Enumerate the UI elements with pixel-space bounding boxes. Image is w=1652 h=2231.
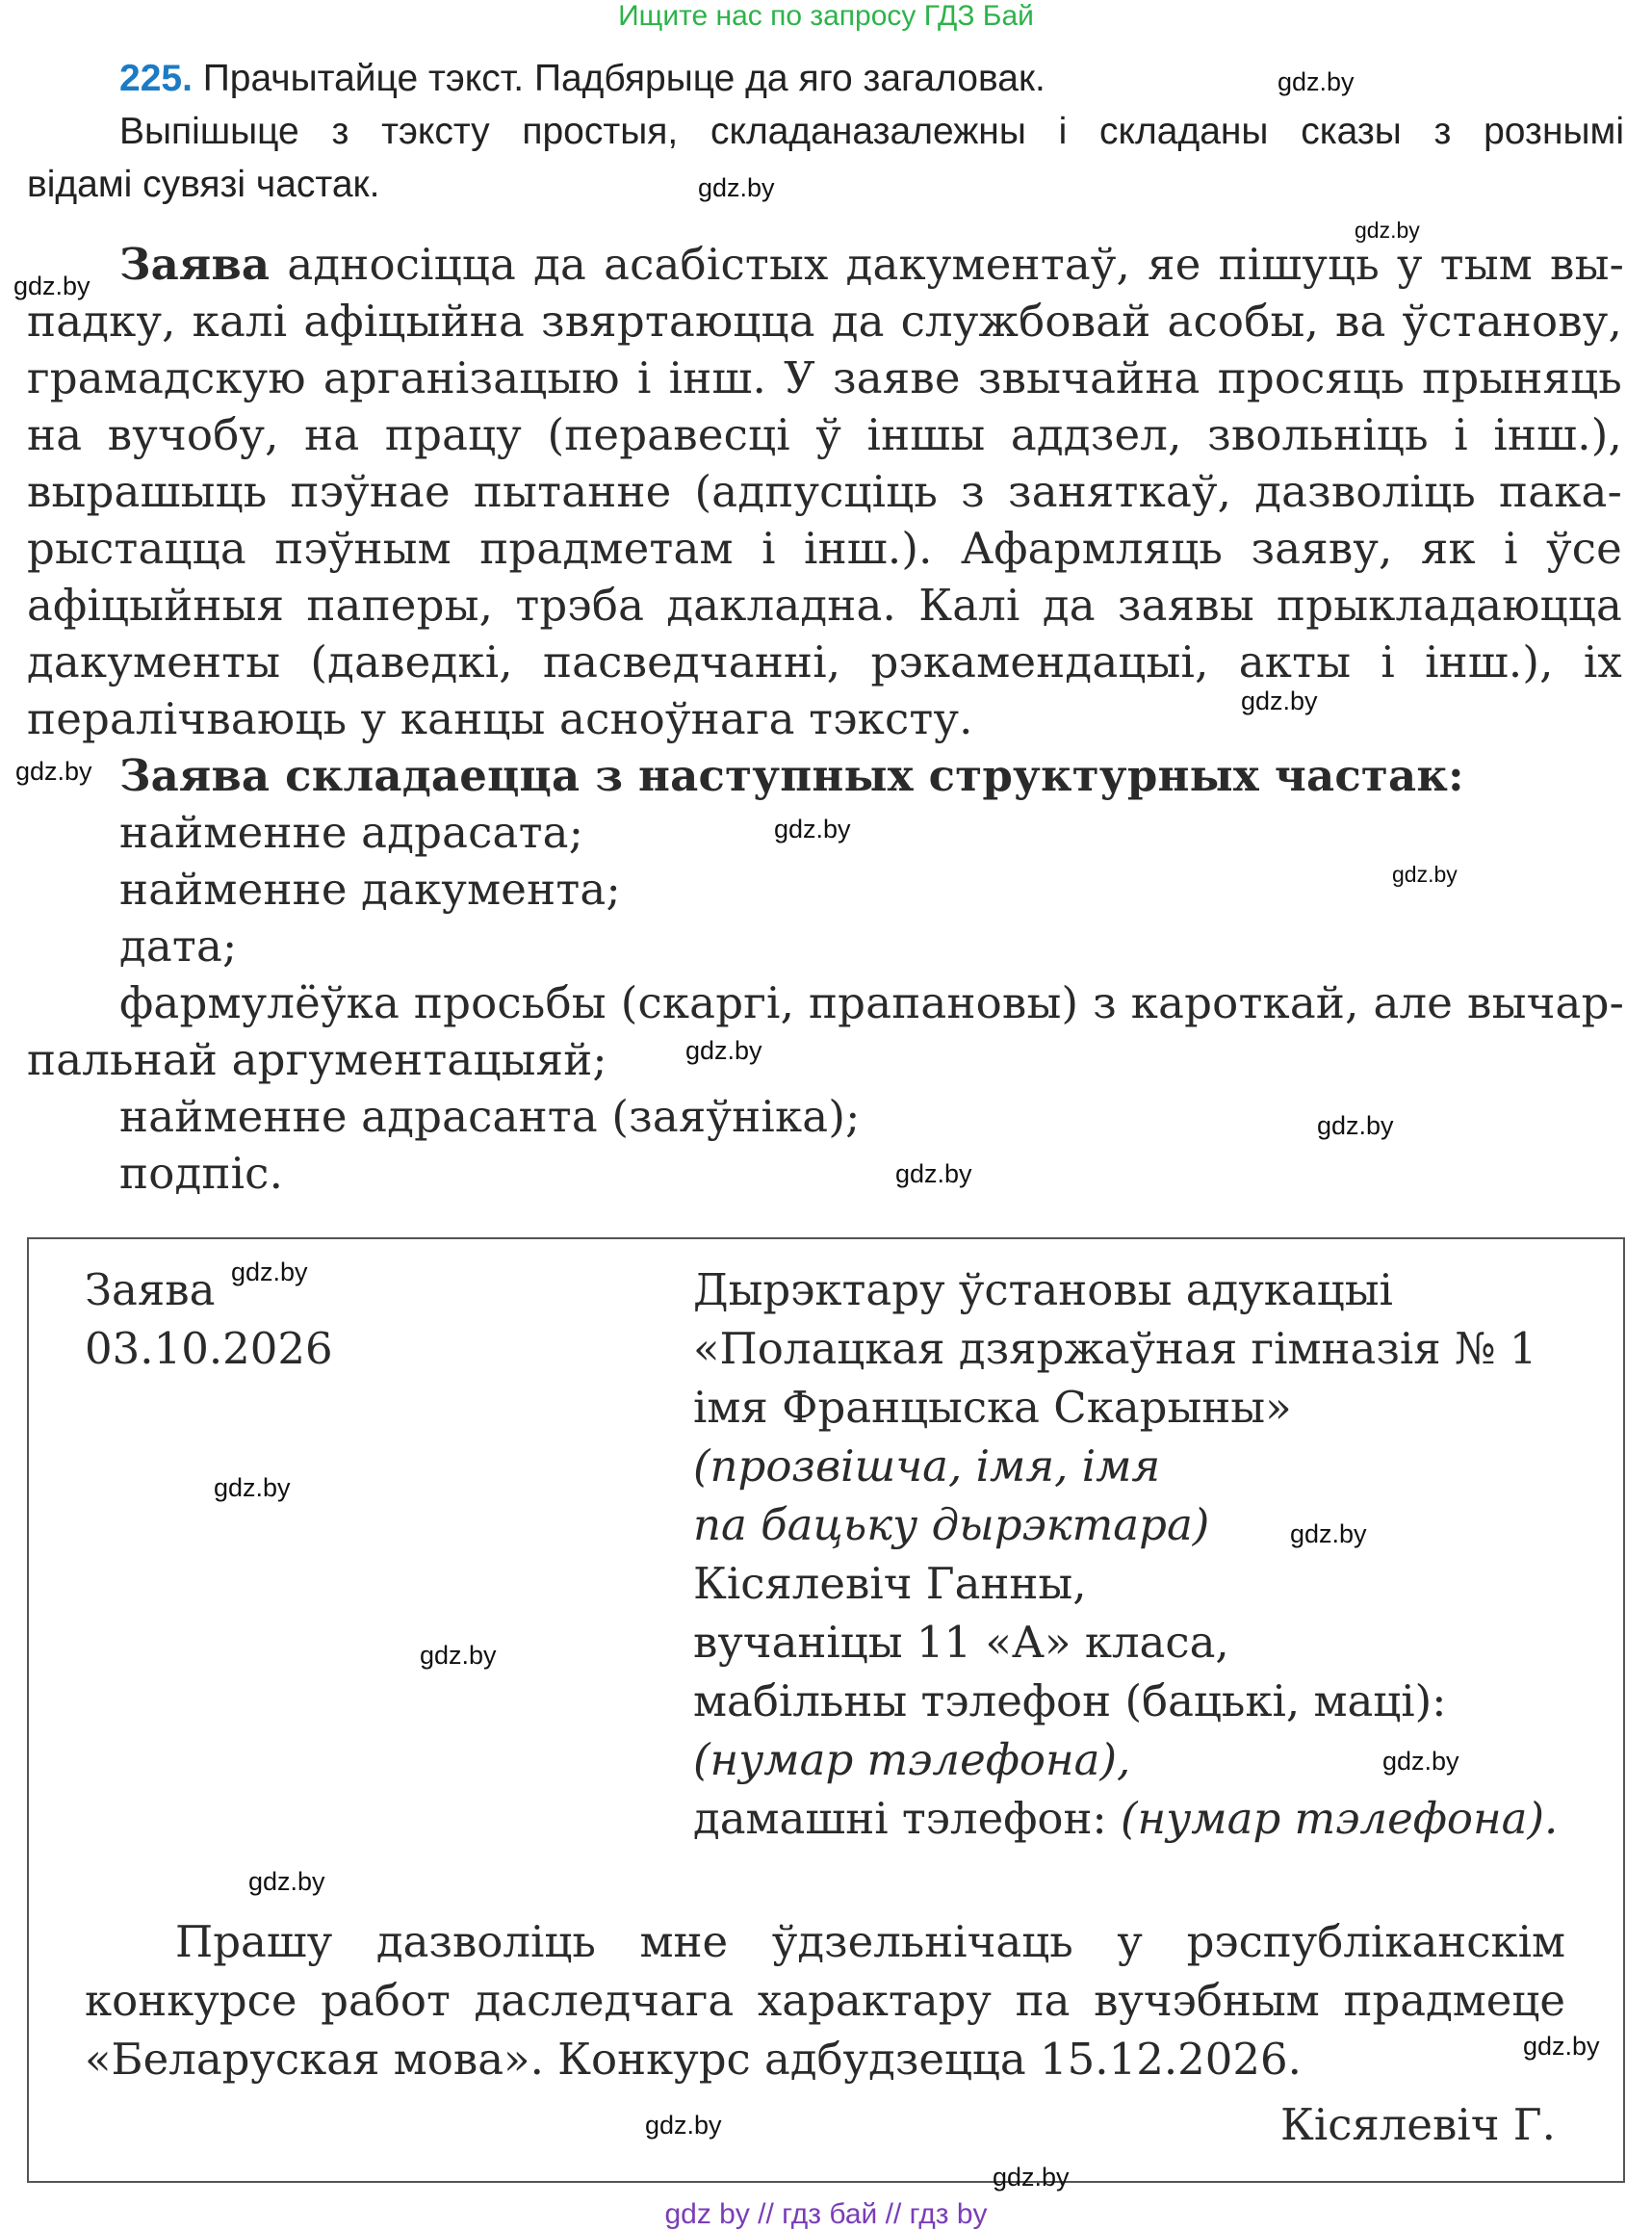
form-addressee-hint: па бацьку дырэктара) (693, 1499, 1210, 1550)
form-home-phone-label: дамашні тэлефон: (693, 1793, 1107, 1844)
task-instruction-1 (119, 58, 1045, 100)
form-sender-line (693, 1793, 1558, 1844)
watermark: gdz.by (1290, 1519, 1367, 1548)
paragraph-line-4: на вучобу, на працу (перавесці ў іншы аддзел, звольніць і інш.), (27, 409, 1622, 460)
watermark: gdz.by (1241, 687, 1318, 715)
form-body-line: конкурсе работ даследчага характару па вучэбным прадмеце (85, 1975, 1565, 2026)
form-doc-name: Заява (85, 1264, 216, 1315)
list-item: найменне дакумента; (119, 864, 621, 915)
term-zayava: Заява (119, 239, 271, 290)
list-item: найменне адрасата; (119, 807, 584, 858)
task-number: 225. (119, 58, 193, 99)
watermark: gdz.by (420, 1641, 497, 1670)
top-banner: Ищите нас по запросу ГДЗ Бай (618, 0, 1034, 32)
form-sender-line: мабільны тэлефон (бацькі, маці): (693, 1675, 1447, 1726)
form-addressee-line: імя Францыска Скарыны» (693, 1382, 1292, 1433)
watermark: gdz.by (231, 1258, 308, 1286)
form-addressee-line: «Полацкая дзяржаўная гімназія № 1 (693, 1323, 1537, 1374)
paragraph-line-5: вырашыць пэўнае пытанне (адпусціць з заняткаў, дазволіць пака- (27, 466, 1622, 517)
watermark: gdz.by (13, 272, 90, 300)
paragraph-line-1-text: адносіцца да асабістых дакументаў, яе пішуць у тым вы- (287, 239, 1624, 290)
list-item-continuation: пальнай аргументацыяй; (27, 1034, 607, 1085)
form-date: 03.10.2026 (85, 1323, 333, 1374)
list-item: фармулёўка просьбы (скаргі, прапановы) з кароткай, але вычар- (119, 977, 1624, 1028)
form-addressee-line: Дырэктару ўстановы адукацыі (693, 1264, 1393, 1315)
form-sender-line: Кісялевіч Ганны, (693, 1558, 1087, 1609)
footer-links: gdz by // гдз бай // гдз by (664, 2198, 988, 2230)
watermark: gdz.by (645, 2111, 722, 2140)
task-instruction-1-text: Прачытайце тэкст. Падбярыце да яго загаловак. (202, 58, 1045, 99)
list-item: найменне адрасанта (заяўніка); (119, 1091, 861, 1142)
paragraph-line-1 (119, 239, 1624, 290)
watermark: gdz.by (895, 1159, 972, 1188)
form-body-line: «Беларуская мова». Конкурс адбудзецца 15.12.2026. (85, 2034, 1302, 2085)
watermark: gdz.by (685, 1036, 762, 1065)
form-home-phone-hint: (нумар тэлефона). (1121, 1793, 1559, 1844)
watermark: gdz.by (993, 2163, 1070, 2192)
paragraph-line-6: рыстацца пэўным прадметам і інш.). Афармляць заяву, як і ўсе (27, 523, 1622, 574)
list-item: дата; (119, 921, 238, 972)
form-sender-line: вучаніцы 11 «А» класа, (693, 1617, 1229, 1668)
form-sender-hint: (нумар тэлефона), (693, 1734, 1131, 1785)
paragraph-line-3: грамадскую арганізацыю і інш. У заяве звычайна просяць прыняць (27, 352, 1622, 403)
structure-heading: Заява складаецца з наступных структурных частак: (119, 750, 1464, 801)
form-addressee-hint: (прозвішча, імя, імя (693, 1440, 1161, 1492)
watermark: gdz.by (1382, 1747, 1459, 1776)
watermark: gdz.by (1317, 1111, 1394, 1140)
paragraph-line-7: афіцыйныя паперы, трэба дакладна. Калі да заявы прыкладаюцца (27, 580, 1622, 631)
paragraph-line-2: падку, калі афіцыйна звяртаюцца да службовай асобы, ва ўстанову, (27, 296, 1622, 347)
watermark: gdz.by (1355, 218, 1420, 243)
task-instruction-2a: Выпішыце з тэксту простыя, складаназалежны і складаны сказы з рознымі (119, 111, 1624, 152)
watermark: gdz.by (214, 1473, 291, 1502)
form-body-line: Прашу дазволіць мне ўдзельнічаць у рэспубліканскім (175, 1916, 1565, 1967)
watermark: gdz.by (1392, 862, 1458, 887)
watermark: gdz.by (774, 815, 851, 843)
list-item: подпіс. (119, 1148, 284, 1199)
paragraph-line-8: дакументы (даведкі, пасведчанні, рэкамендацыі, акты і інш.), іх (27, 636, 1622, 687)
watermark: gdz.by (1278, 67, 1355, 96)
watermark: gdz.by (248, 1867, 325, 1896)
watermark: gdz.by (15, 757, 92, 786)
watermark: gdz.by (698, 173, 775, 202)
watermark: gdz.by (1523, 2032, 1600, 2061)
paragraph-line-9: пералічваюць у канцы асноўнага тэксту. (27, 693, 973, 744)
task-instruction-2b: відамі сувязі частак. (27, 164, 380, 205)
form-signature: Кісялевіч Г. (1280, 2099, 1556, 2150)
